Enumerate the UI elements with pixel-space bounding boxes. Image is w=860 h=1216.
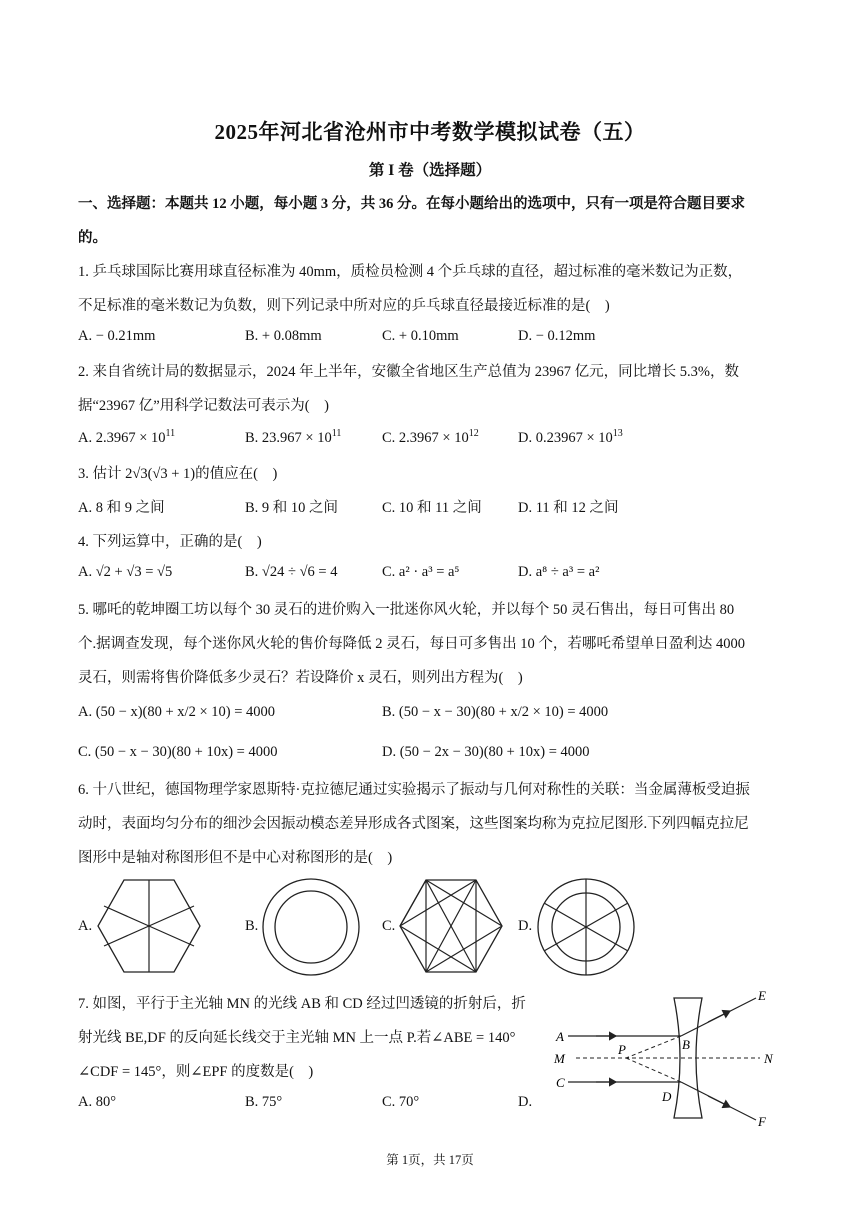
q7-option-d: D.: [518, 1094, 533, 1110]
label-e: E: [758, 988, 766, 1003]
q7-text-line2: 射光线 BE,DF 的反向延长线交于主光轴 MN 上一点 P.若∠ABE = 140°: [78, 1030, 516, 1046]
extension-bp: [626, 1036, 681, 1058]
q4-option-a: A. √2 + √3 = √5: [78, 564, 173, 580]
q5-option-d: D. (50 − 2x − 30)(80 + 10x) = 4000: [382, 744, 590, 760]
q6-option-d-label: D.: [518, 918, 533, 934]
q3-option-c: C. 10 和 11 之间: [382, 500, 482, 516]
section-heading-line2: 的。: [78, 230, 107, 246]
q6-text-line3: 图形中是轴对称图形但不是中心对称图形的是( ): [78, 850, 393, 866]
extension-dp: [626, 1058, 681, 1082]
page-footer: 第 1页，共 17页: [386, 1153, 474, 1167]
q5-option-c: C. (50 − x − 30)(80 + 10x) = 4000: [78, 744, 278, 760]
section-heading-line1: 一、选择题：本题共 12 小题，每小题 3 分，共 36 分。在每小题给出的选项中，只有一项是符合题目要求: [78, 196, 745, 212]
q6-option-a-label: A.: [78, 918, 93, 934]
q6-text-line2: 动时，表面均匀分布的细沙会因振动模态差异形成各式图案，这些图案均称为克拉尼图形.下列四幅克拉尼: [78, 816, 749, 832]
page-title: 2025年河北省沧州市中考数学模拟试卷（五）: [214, 120, 646, 144]
q5-option-a: A. (50 − x)(80 + x/2 × 10) = 4000: [78, 704, 276, 720]
q1-option-c: C. + 0.10mm: [382, 328, 459, 344]
q4-option-c: C. a² · a³ = a⁵: [382, 564, 460, 580]
q2-option-c: C. $2.3967 \times 10^{12}$: [382, 428, 479, 446]
q1-option-d: D. − 0.12mm: [518, 328, 596, 344]
q7-text-line1: 7. 如图，平行于主光轴 MN 的光线 AB 和 CD 经过凹透镜的折射后，折: [78, 996, 526, 1012]
page-subtitle: 第 I 卷（选择题）: [368, 162, 492, 179]
q2-option-b: B. $23.967 \times 10^{11}$: [245, 428, 342, 446]
q5-text-line3: 灵石，则需将售价降低多少灵石？若设降价 x 灵石，则列出方程为( ): [78, 670, 523, 686]
q6-figure-c-hexagon-triangles: [396, 876, 506, 976]
label-f: F: [758, 1114, 766, 1129]
q1-text-line1: 1. 乒乓球国际比赛用球直径标准为 40mm，质检员检测 4 个乒乓球的直径，超过标准的毫米数记为正数，: [78, 264, 743, 280]
label-c: C: [556, 1075, 565, 1090]
label-d: D: [662, 1089, 672, 1104]
q1-option-a: A. − 0.21mm: [78, 328, 156, 344]
q5-option-b: B. (50 − x − 30)(80 + x/2 × 10) = 4000: [382, 704, 609, 720]
q3-option-a: A. 8 和 9 之间: [78, 500, 165, 516]
label-a: A: [556, 1029, 564, 1044]
label-n: N: [764, 1051, 773, 1066]
q2-text-line2: 据“23967 亿”用科学记数法可表示为( ): [78, 398, 329, 414]
label-b: B: [682, 1037, 690, 1052]
q2-text-line1: 2. 来自省统计局的数据显示，2024 年上半年，安徽全省地区生产总值为 23967 亿元，同比增长 5.3%，数: [78, 364, 739, 380]
q7-lens-diagram: [548, 984, 788, 1129]
q6-text-line1: 6. 十八世纪，德国物理学家恩斯特·克拉德尼通过实验揭示了振动与几何对称性的关联：当金属薄板受迫振: [78, 782, 750, 798]
q6-option-b-label: B.: [245, 918, 259, 934]
label-m: M: [554, 1051, 565, 1066]
q2-option-a: A. $2.3967 \times 10^{11}$: [78, 428, 176, 446]
q6-option-c-label: C.: [382, 918, 396, 934]
q3-text-line1: 3. 估计 2√3(√3 + 1)的值应在( ): [78, 466, 278, 482]
q5-text-line2: 个.据调查发现，每个迷你风火轮的售价每降低 2 灵石，每日可多售出 10 个，若哪吒希望单日盈利达 4000: [78, 636, 745, 652]
q6-figure-a-hexagon: [94, 876, 204, 976]
q7-text-line3: ∠CDF = 145°，则∠EPF 的度数是( ): [78, 1064, 314, 1080]
label-p: P: [618, 1042, 626, 1057]
q3-option-d: D. 11 和 12 之间: [518, 500, 619, 516]
q4-text-line1: 4. 下列运算中，正确的是( ): [78, 534, 262, 550]
q6-figure-d-circle-spokes: [534, 876, 638, 978]
q6-figure-b-rings: [258, 876, 364, 978]
q4-option-d: D. a⁸ ÷ a³ = a²: [518, 564, 600, 580]
q7-option-a: A. 80°: [78, 1094, 117, 1110]
q7-option-c: C. 70°: [382, 1094, 420, 1110]
q2-option-d: D. $0.23967 \times 10^{13}$: [518, 428, 623, 446]
q3-option-b: B. 9 和 10 之间: [245, 500, 339, 516]
q1-text-line2: 不足标准的毫米数记为负数，则下列记录中所对应的乒乓球直径最接近标准的是( ): [78, 298, 610, 314]
q7-option-b: B. 75°: [245, 1094, 283, 1110]
q1-option-b: B. + 0.08mm: [245, 328, 322, 344]
q5-text-line1: 5. 哪吒的乾坤圈工坊以每个 30 灵石的进价购入一批迷你风火轮，并以每个 50 灵石售出，每日可售出 80: [78, 602, 735, 618]
q4-option-b: B. √24 ÷ √6 = 4: [245, 564, 338, 580]
